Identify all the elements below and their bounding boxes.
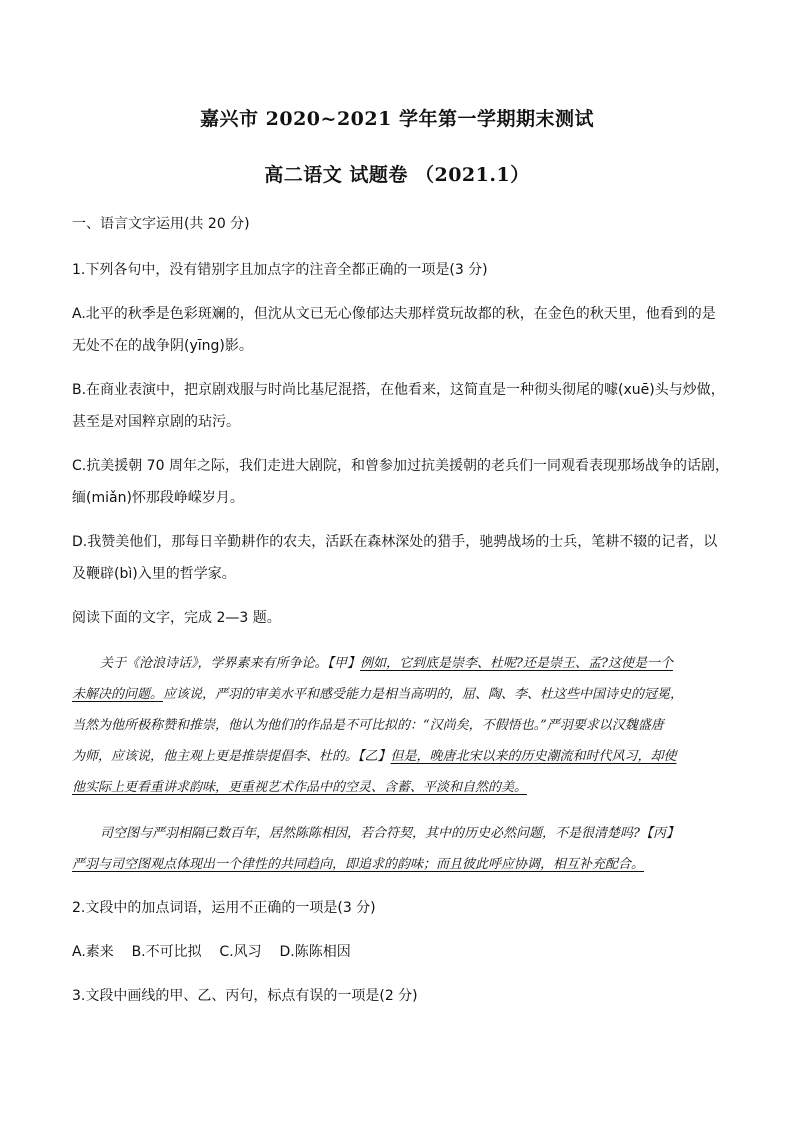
option-c-line-1: C.抗美援朝 70 周年之际，我们走进大剧院，和曾参加过抗美援朝的老兵们一同观看表现那场战争的话剧，: [72, 458, 729, 474]
question-1-stem: 1.下列各句中，没有错别字且加点字的注音全都正确的一项是(3 分): [72, 262, 488, 278]
option-a-line-2: 无处不在的战争阴(yīng)影。: [72, 338, 253, 354]
option-c-line-2: 缅(miǎn)怀那段峥嵘岁月。: [72, 490, 244, 506]
passage-2-line-1: 司空图与严羽相隔已数百年，居然陈陈相因，若合符契，其中的历史必然问题，不是很清楚吗?【丙】: [100, 826, 679, 841]
underlined-sentence-yi: 但是，晚唐北宋以来的历史潮流和时代风习，却使: [390, 749, 677, 764]
option-a-line-1: A.北平的秋季是色彩斑斓的，但沈从文已无心像郁达夫那样赏玩故都的秋，在金色的秋天里，他看到的是: [72, 306, 716, 322]
underlined-sentence-bing: 严羽与司空图观点体现出一个律性的共同趋向，即追求的韵味；而且彼此呼应协调，相互补充配合。: [72, 857, 645, 872]
passage-1-line-4: [72, 745, 724, 764]
question-3-stem: 3.文段中画线的甲、乙、丙句，标点有误的一项是(2 分): [72, 988, 418, 1004]
passage-text: 关于《沧浪诗话》，学界素来有所争论。【甲】: [100, 656, 361, 671]
exam-subtitle: 高二语文 试题卷 （2021.1）: [264, 164, 530, 186]
reading-intro: 阅读下面的文字，完成 2—3 题。: [72, 610, 281, 626]
passage-1-line-1: [100, 652, 724, 671]
question-2-options: A.素来 B.不可比拟 C.风习 D.陈陈相因: [72, 944, 351, 960]
underlined-sentence-yi-end: 他实际上更看重讲求韵味，更重视艺术作品中的空灵、含蓄、平淡和自然的美。: [72, 780, 528, 795]
section-heading: 一、语言文字运用(共 20 分): [72, 216, 250, 232]
passage-1-line-2: [72, 683, 724, 702]
passage-text: 为师，应该说，他主观上更是推崇提倡李、杜的。【乙】: [72, 749, 391, 764]
exam-title: 嘉兴市 2020~2021 学年第一学期期末测试: [200, 108, 594, 130]
option-b-line-1: B.在商业表演中，把京剧戏服与时尚比基尼混搭，在他看来，这简直是一种彻头彻尾的噱(xuē)头与炒做，: [72, 382, 725, 398]
underlined-sentence-jia: 例如，它到底是崇李、杜呢?还是崇王、孟?这使是一个: [360, 656, 673, 671]
option-d-line-1: D.我赞美他们，那每日辛勤耕作的农夫，活跃在森林深处的猎手，驰骋战场的士兵，笔耕不辍的记者，以: [72, 534, 718, 550]
option-b-line-2: 甚至是对国粹京剧的玷污。: [72, 414, 240, 430]
option-d-line-2: 及鞭辟(bì)入里的哲学家。: [72, 566, 236, 582]
question-2-stem: 2.文段中的加点词语，运用不正确的一项是(3 分): [72, 900, 376, 916]
passage-1-line-3: 当然为他所极称赞和推崇，他认为他们的作品是不可比拟的：“汉尚矣，不假悟也。”严羽要求以汉魏盛唐: [72, 718, 664, 733]
passage-1-line-5: [72, 776, 724, 795]
underlined-sentence-jia-end: 未解决的问题。: [72, 687, 164, 702]
passage-text: 应该说，严羽的审美水平和感受能力是相当高明的，屈、陶、李、杜这些中国诗史的冠冕，: [163, 687, 684, 702]
passage-2-line-2: [72, 853, 724, 872]
